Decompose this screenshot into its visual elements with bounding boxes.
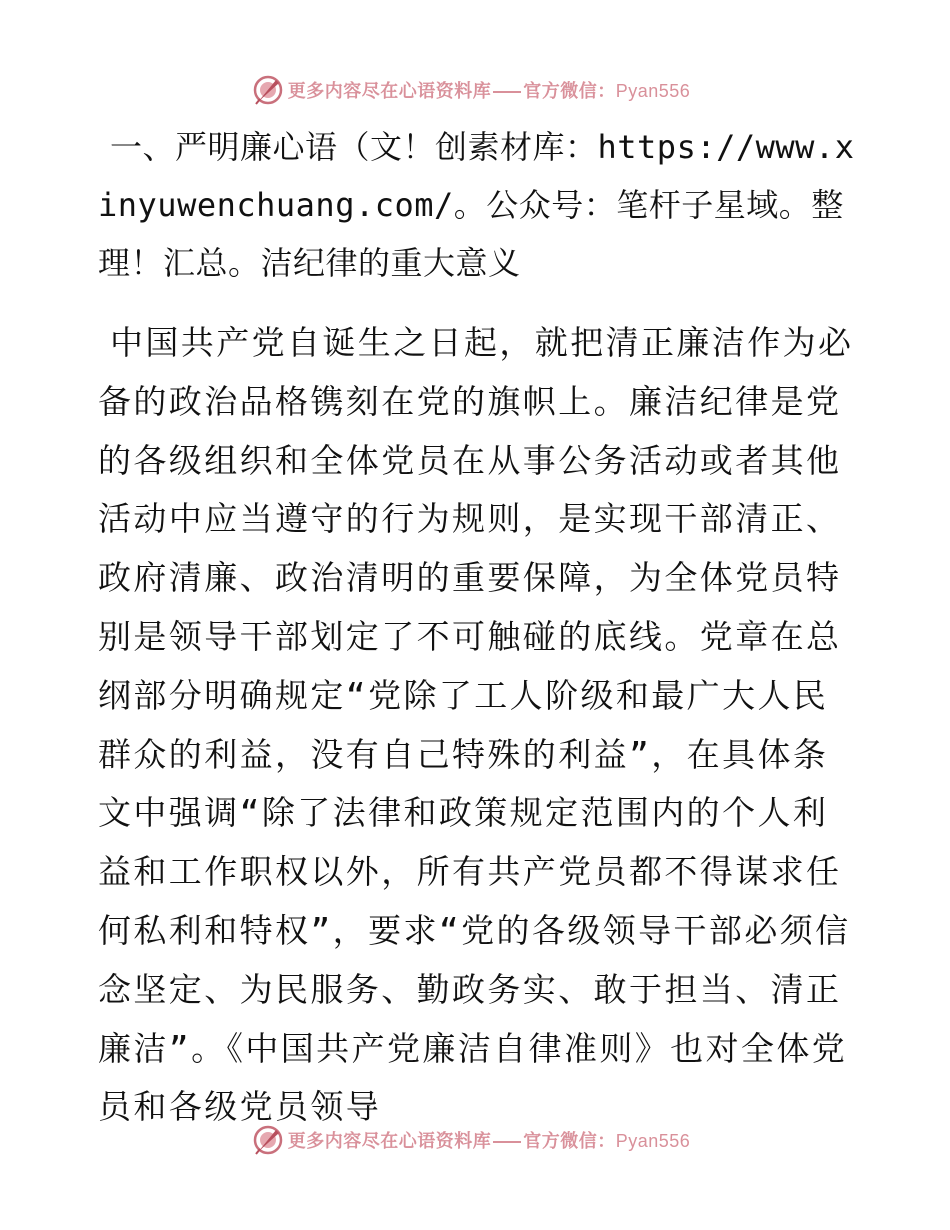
watermark-wechat-id: Pyan556 <box>615 81 691 101</box>
section-heading <box>98 118 858 292</box>
watermark-wechat-label: 官方微信： <box>523 81 616 102</box>
watermark-wechat-id: Pyan556 <box>615 1131 691 1151</box>
watermark-text <box>288 1127 691 1153</box>
watermark-text <box>288 77 691 103</box>
watermark-dash <box>493 91 521 93</box>
quill-logo-icon <box>252 74 284 106</box>
quill-logo-icon <box>252 1124 284 1156</box>
document-body <box>98 118 858 1170</box>
header-watermark-banner <box>0 70 950 110</box>
section-heading-text: 一、严明廉心语（文！创素材库：https://www.xinyuwenchuang.com/。公众号：笔杆子星域。整理！汇总。洁纪律的重大意义 <box>98 128 855 282</box>
watermark-wechat-label: 官方微信： <box>523 1131 616 1152</box>
watermark-site-name: 更多内容尽在心语资料库 <box>287 81 492 102</box>
watermark-site-name: 更多内容尽在心语资料库 <box>287 1131 492 1152</box>
footer-watermark-banner <box>0 1120 950 1160</box>
watermark-dash <box>493 1141 521 1143</box>
body-paragraph: 中国共产党自诞生之日起，就把清正廉洁作为必备的政治品格镌刻在党的旗帜上。廉洁纪律是党的各级组织和全体党员在从事公务活动或者其他活动中应当遵守的行为规则，是实现干部清正、政府清廉、政治清明的重要保障，为全体党员特别是领导干部划定了不可触碰的底线。党章在总纲部分明确规定“党除了工人阶级和最广大人民群众的利益，没有自己特殊的利益”，在具体条文中强调“除了法律和政策规定范围内的个人利益和工作职权以外，所有共产党员都不得谋求任何私利和特权”，要求“党的各级领导干部必须信念坚定、为民服务、勤政务实、敢于担当、清正廉洁”。《中国共产党廉洁自律准则》也对全体党员和各级党员领导 <box>98 323 854 1127</box>
